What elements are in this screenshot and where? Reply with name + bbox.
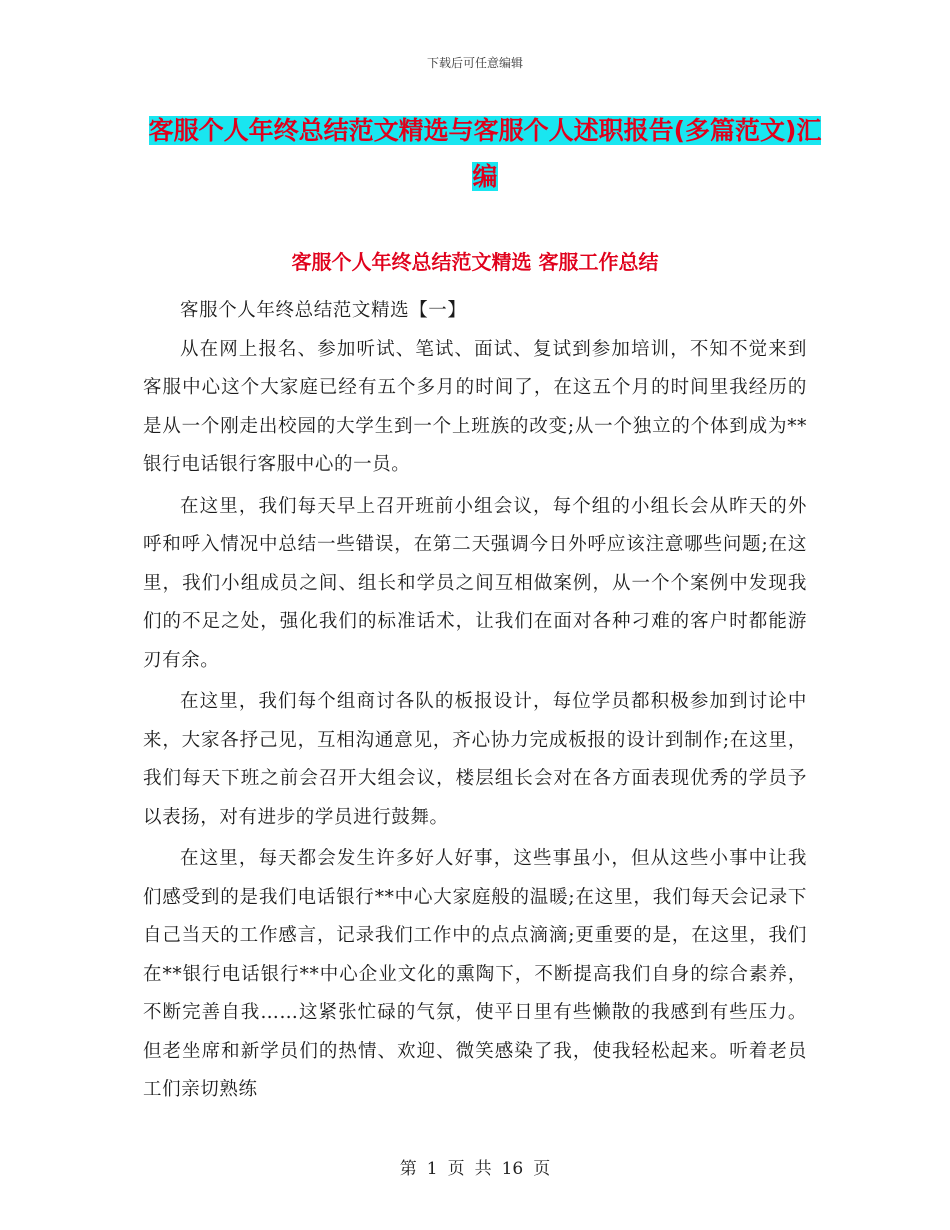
section-subtitle: 客服个人年终总结范文精选 客服工作总结 bbox=[291, 250, 659, 274]
total-label: 共 bbox=[474, 1159, 492, 1179]
page-number: 1 bbox=[426, 1159, 438, 1179]
page-label: 第 bbox=[399, 1159, 417, 1179]
document-body bbox=[143, 292, 807, 1110]
page-footer bbox=[0, 1154, 950, 1179]
paragraph: 在这里，我们每天早上召开班前小组会议，每个组的小组长会从昨天的外呼和呼入情况中总结一些错误，在第二天强调今日外呼应该注意哪些问题;在这里，我们小组成员之间、组长和学员之间互相做案例，从一个个案例中发现我们的不足之处，强化我们的标准话术，让我们在面对各种刁难的客户时都能游刃有余。 bbox=[143, 495, 807, 671]
paragraph: 在这里，每天都会发生许多好人好事，这些事虽小，但从这些小事中让我们感受到的是我们电话银行**中心大家庭般的温暖;在这里，我们每天会记录下自己当天的工作感言，记录我们工作中的点点滴滴;更重要的是，在这里，我们在**银行电话银行**中心企业文化的熏陶下，不断提高我们自身的综合素养，不断完善自我……这紧张忙碌的气氛，使平日里有些懒散的我感到有些压力。但老坐席和新学员们的热情、欢迎、微笑感染了我，使我轻松起来。听着老员工们亲切熟练 bbox=[143, 848, 807, 1100]
page-unit: 页 bbox=[447, 1159, 465, 1179]
total-unit: 页 bbox=[533, 1159, 551, 1179]
total-pages: 16 bbox=[501, 1159, 524, 1179]
paragraph: 从在网上报名、参加听试、笔试、面试、复试到参加培训，不知不觉来到客服中心这个大家庭已经有五个多月的时间了，在这五个月的时间里我经历的是从一个刚走出校园的大学生到一个上班族的改变;从一个独立的个体到成为**银行电话银行客服中心的一员。 bbox=[143, 338, 807, 475]
header-note: 下载后可任意编辑 bbox=[426, 56, 523, 70]
paragraph: 在这里，我们每个组商讨各队的板报设计，每位学员都积极参加到讨论中来，大家各抒己见，互相沟通意见，齐心协力完成板报的设计到制作;在这里，我们每天下班之前会召开大组会议，楼层组长会对在各方面表现优秀的学员予以表扬，对有进步的学员进行鼓舞。 bbox=[143, 691, 807, 828]
paragraph: 客服个人年终总结范文精选【一】 bbox=[180, 300, 467, 321]
document-title bbox=[140, 108, 830, 200]
document-title-text: 客服个人年终总结范文精选与客服个人述职报告(多篇范文)汇编 bbox=[148, 116, 822, 191]
